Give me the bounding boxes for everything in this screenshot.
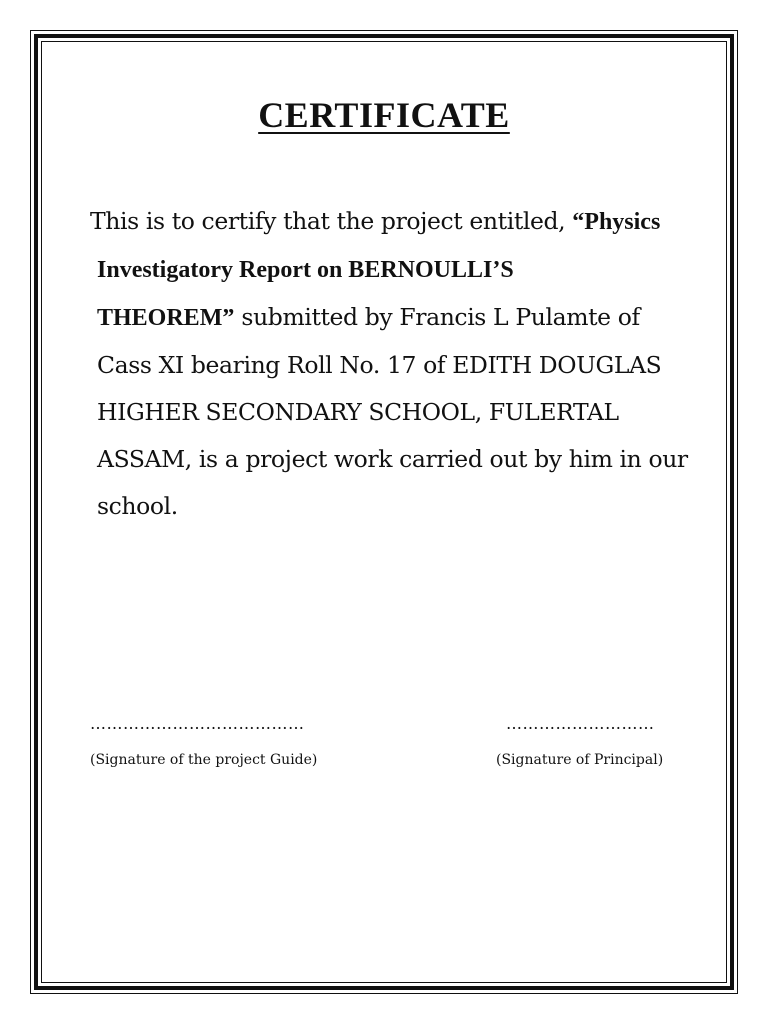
certificate-title xyxy=(0,93,768,137)
guide-signature-label: (Signature of the project Guide) xyxy=(90,752,318,768)
guide-signature-line: ………………………………… xyxy=(90,714,305,733)
body-text-segment: ASSAM, is a project work carried out by him in our xyxy=(97,445,688,473)
certificate-title-text: CERTIFICATE xyxy=(258,95,510,135)
body-line xyxy=(90,246,690,294)
principal-signature-line: ……………………… xyxy=(506,714,655,733)
body-text-segment: submitted by Francis L Pulamte of xyxy=(234,303,640,331)
body-line xyxy=(90,389,690,436)
body-line xyxy=(90,294,690,342)
body-text-segment: This is to certify that the project entitled, xyxy=(90,207,573,235)
body-line xyxy=(90,436,690,483)
body-line xyxy=(90,342,690,389)
body-text-segment: Cass XI bearing Roll No. 17 of EDITH DOUGLAS xyxy=(97,351,662,379)
body-line xyxy=(90,483,690,530)
body-text-segment: school. xyxy=(97,492,178,520)
principal-signature-label: (Signature of Principal) xyxy=(496,752,664,768)
certificate-body xyxy=(90,198,690,530)
body-text-segment: HIGHER SECONDARY SCHOOL, FULERTAL xyxy=(97,398,619,426)
body-line xyxy=(90,198,690,246)
body-text-segment-bold: Investigatory Report on BERNOULLI’S xyxy=(97,257,514,283)
body-text-segment-bold: THEOREM” xyxy=(97,305,235,331)
body-text-segment-bold: “Physics xyxy=(572,209,661,235)
